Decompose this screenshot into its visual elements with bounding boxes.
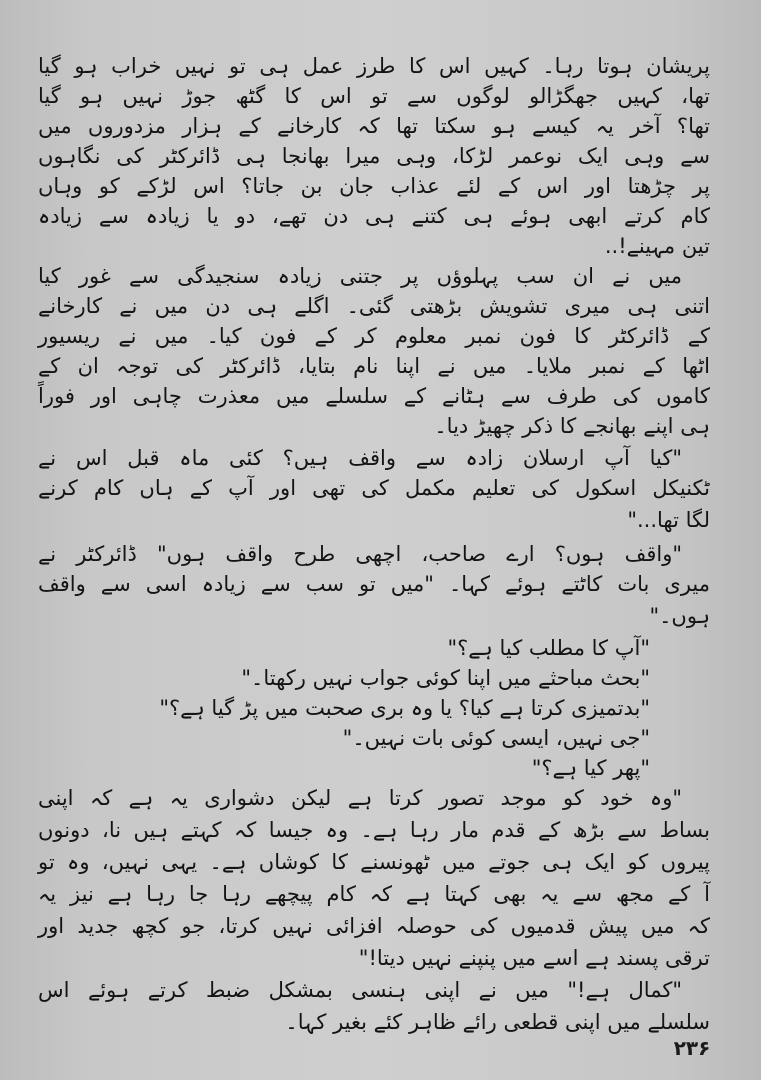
text-line: تھا؟ آخر یہ کیسے ہو سکتا تھا کہ کارخانے کے ہزار مزدوروں میں	[38, 114, 710, 138]
text-line: ہی اپنے بھانجے کا ذکر چھیڑ دیا۔	[434, 414, 710, 438]
text-line: اتنی ہی میری تشویش بڑھتی گئی۔ اگلے ہی دن میں نے کارخانے	[38, 294, 710, 318]
text-line: کے ڈائرکٹر کا فون نمبر معلوم کر کے فون کیا۔ میں نے ریسیور	[38, 324, 710, 348]
text-line: پر چڑھتا اور اس کے لئے عذاب جان بن جاتا؟ اس لڑکے کو وہاں	[38, 174, 710, 198]
text-line: میری بات کاٹتے ہوئے کہا۔ "میں تو سب سے زیادہ اسی سے واقف	[38, 572, 710, 596]
text-line: پیروں کو ایک ہی جوتے میں ٹھونسنے کا کوشاں ہے۔ یہی نہیں، وہ تو	[38, 850, 710, 874]
text-line: کام کرتے ابھی ہوئے ہی کتنے ہی دن تھے، دو یا زیادہ سے زیادہ	[38, 204, 710, 228]
text-line: لگا تھا..."	[627, 508, 710, 532]
text-line: کاموں کی طرف سے ہٹانے کے سلسلے میں معذرت چاہی اور فوراً	[38, 384, 710, 408]
dialogue-line: "پھر کیا ہے؟"	[531, 756, 650, 780]
text-line: ٹکنیکل اسکول کی تعلیم مکمل کی تھی اور آپ کے ہاں کام کرنے	[38, 476, 710, 500]
text-line: پریشان ہوتا رہا۔ کہیں اس کا طرز عمل ہی تو نہیں خراب ہو گیا	[38, 54, 710, 78]
page-number: ۲۳۶	[673, 1036, 711, 1060]
text-line: اٹھا کے نمبر ملایا۔ میں نے اپنا نام بتایا، ڈائرکٹر کی توجہ ان کے	[38, 354, 710, 378]
text-line: تھا، کہیں جھگڑالو لوگوں سے تو اس کا گٹھ جوڑ نہیں ہو گیا	[38, 84, 710, 108]
text-line: "وہ خود کو موجد تصور کرتا ہے لیکن دشواری یہ ہے کہ اپنی	[38, 786, 682, 810]
text-line: بساط سے بڑھ کے قدم مار رہا ہے۔ وہ جیسا کہ کہتے ہیں نا، دونوں	[38, 818, 710, 842]
dialogue-line: "جی نہیں، ایسی کوئی بات نہیں۔"	[342, 726, 650, 750]
dialogue-line: "بدتمیزی کرتا ہے کیا؟ یا وہ بری صحبت میں پڑ گیا ہے؟"	[159, 696, 650, 720]
text-line: تین مہینے!..	[604, 234, 710, 258]
text-line: کہ میں پیش قدمیوں کی حوصلہ افزائی نہیں کرتا، جو کچھ جدید اور	[38, 914, 710, 938]
dialogue-line: "بحث مباحثے میں اپنا کوئی جواب نہیں رکھتا۔"	[241, 666, 650, 690]
text-line: آ کے مجھ سے یہ بھی کہتا ہے کہ کام پیچھے رہا جا رہا ہے نیز یہ	[38, 882, 710, 906]
text-line: ترقی پسند ہے اسے میں پنپنے نہیں دیتا!"	[358, 946, 710, 970]
text-line: "واقف ہوں؟ ارے صاحب، اچھی طرح واقف ہوں" ڈائرکٹر نے	[38, 542, 682, 566]
text-line: سے وہی ایک نوعمر لڑکا، وہی میرا بھانجا ہی ڈائرکٹر کی نگاہوں	[38, 144, 710, 168]
text-line: "کمال ہے!" میں نے اپنی ہنسی بمشکل ضبط کرتے ہوئے اس	[38, 978, 682, 1002]
text-line: میں نے ان سب پہلوؤں پر جتنی زیادہ سنجیدگی سے غور کیا	[38, 264, 682, 288]
text-line: سلسلے میں اپنی قطعی رائے ظاہر کئے بغیر کہا۔	[285, 1010, 710, 1034]
text-line: "کیا آپ ارسلان زادہ سے واقف ہیں؟ کئی ماہ قبل اس نے	[38, 446, 682, 470]
text-line: ہوں۔"	[649, 604, 710, 628]
dialogue-line: "آپ کا مطلب کیا ہے؟"	[447, 636, 650, 660]
